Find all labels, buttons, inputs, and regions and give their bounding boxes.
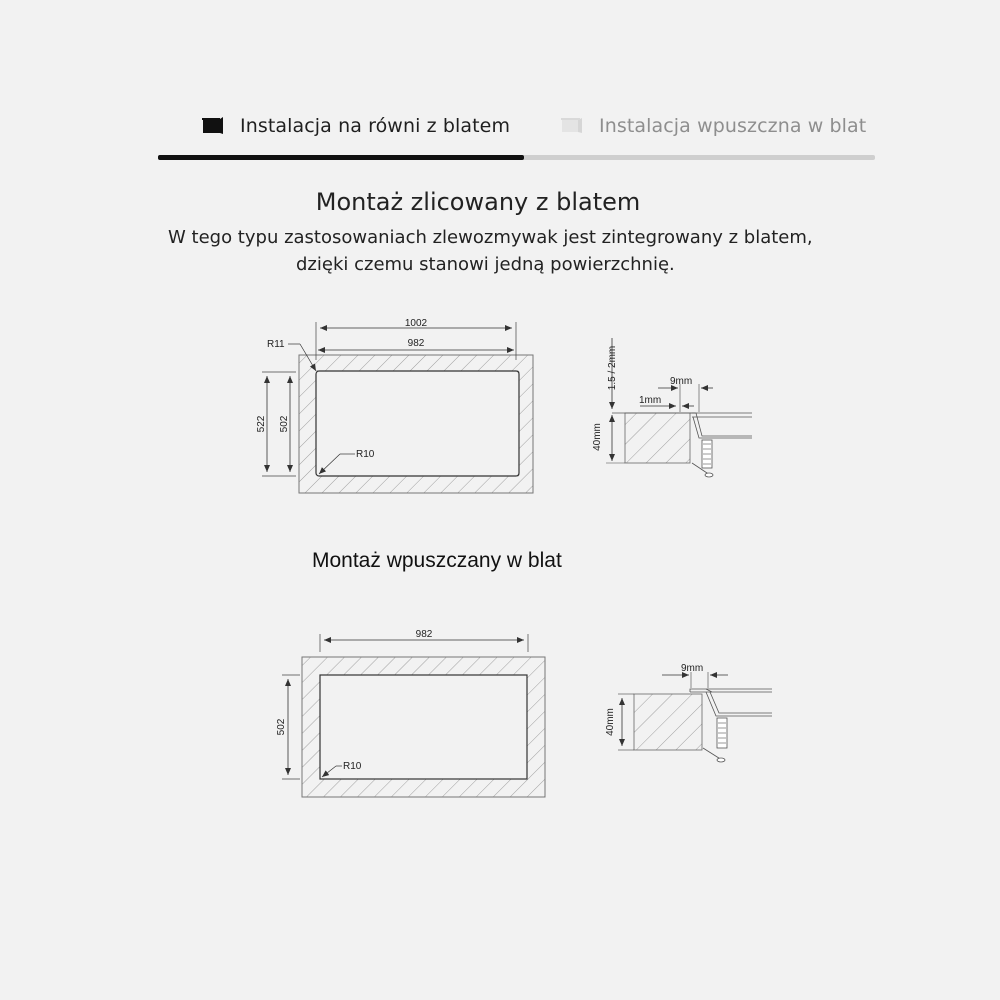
flush-mount-description-line-2: dzięki czemu stanowi jedną powierzchnię. [296,254,675,275]
dimension-gap: 1mm [639,395,662,406]
dimension-thickness: 40mm [592,423,603,451]
tab-label: Instalacja wpuszczna w blat [599,115,867,137]
inset-plan-view [276,629,545,797]
tab-label: Instalacja na równi z blatem [240,115,511,137]
dimension-thickness: 40mm [605,708,616,736]
dimension-rim: 9mm [681,663,704,674]
flush-mount-title: Montaż zlicowany z blatem [315,188,641,216]
dimension-outer-height: 522 [256,415,267,433]
dimension-inner-height: 502 [279,415,290,433]
dimension-width: 982 [415,629,433,640]
radius-label: R10 [343,761,362,772]
dimension-height: 502 [276,718,287,736]
flush-mount-description-line-1: W tego typu zastosowaniach zlewozmywak jest zintegrowany z blatem, [168,227,813,248]
radius-label-outer: R11 [267,339,285,350]
flush-section-view [592,338,752,477]
inset-mount-title: Montaż wpuszczany w blat [312,549,562,572]
dimension-step: 1.5 / 2mm [607,345,618,391]
flush-plan-view [256,318,533,493]
radius-label-inner: R10 [356,449,375,460]
dimension-outer-width: 1002 [404,318,428,329]
dimension-rim: 9mm [670,376,693,387]
dimension-inner-width: 982 [407,338,425,349]
inset-section-view [605,663,772,762]
